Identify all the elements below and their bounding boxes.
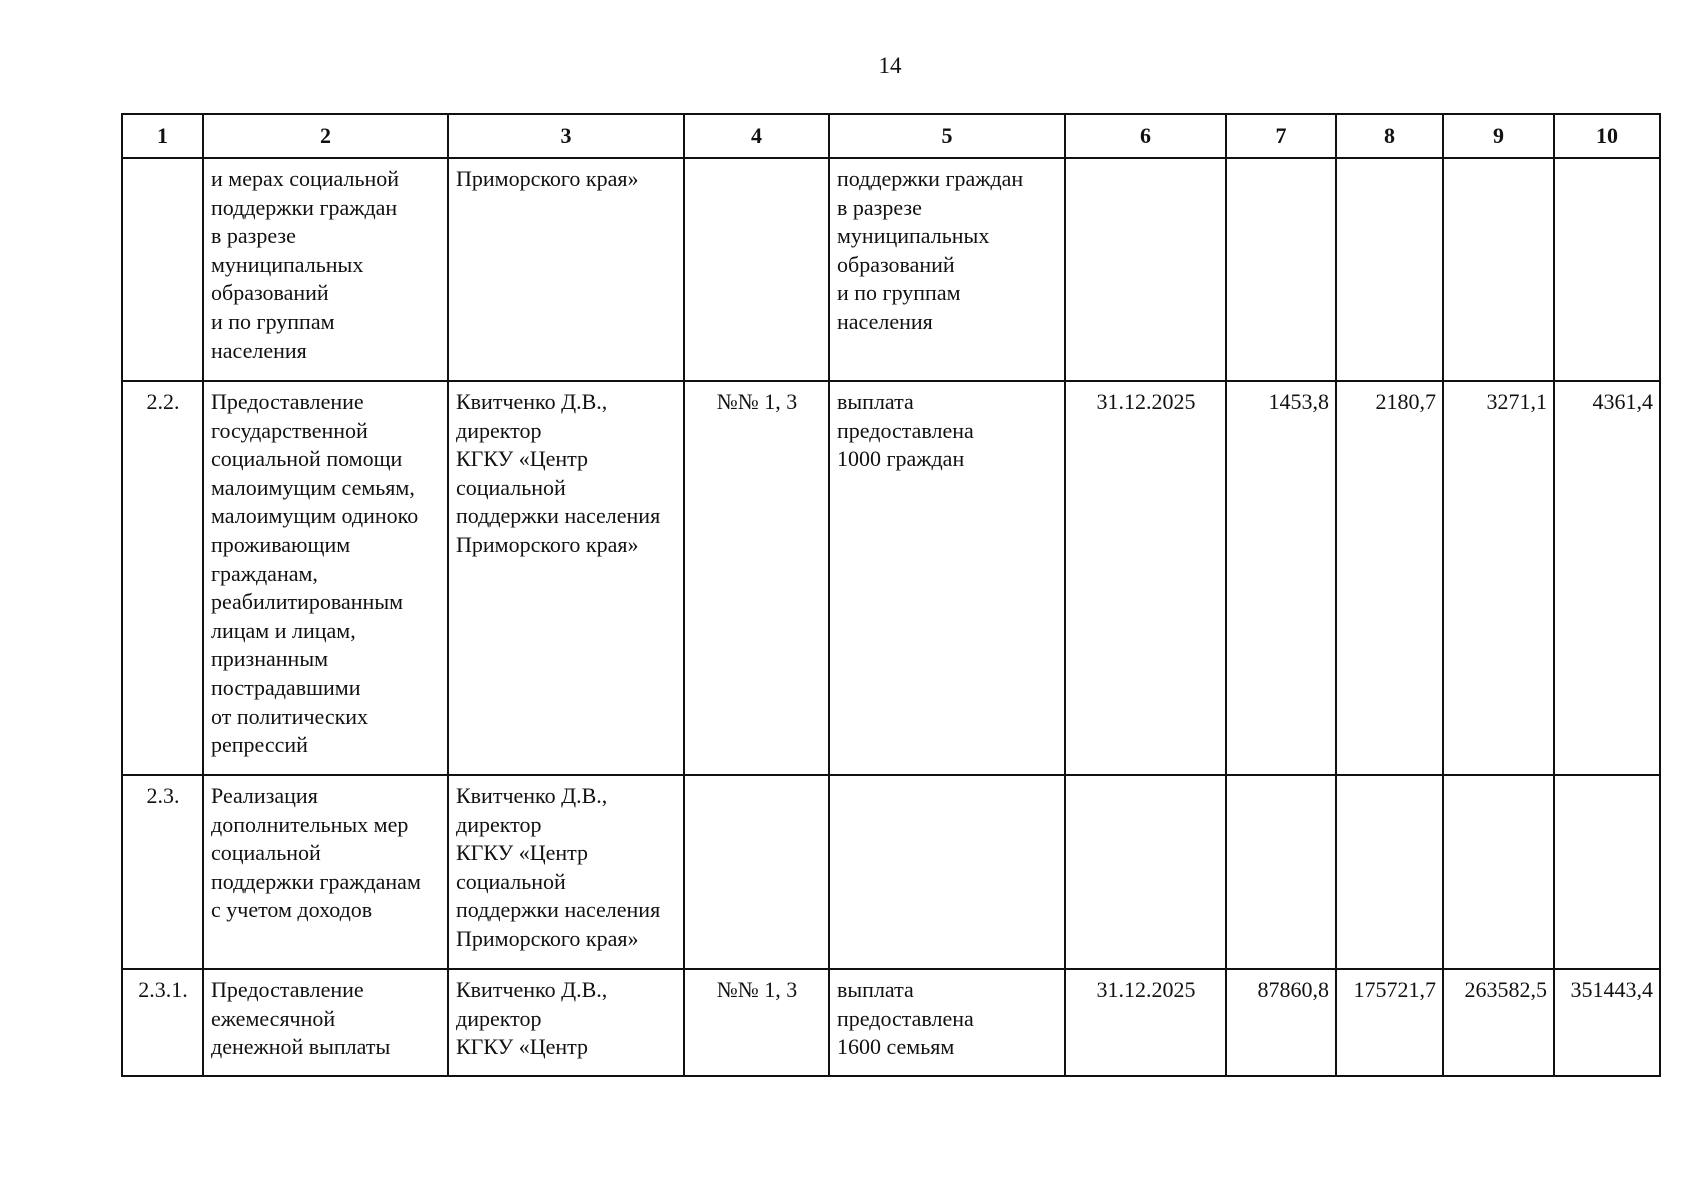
column-header-5: 5: [829, 114, 1065, 158]
column-header-4: 4: [684, 114, 829, 158]
table-header-row: [122, 114, 1660, 158]
value-col-8: 2180,7: [1336, 381, 1443, 775]
deadline: 31.12.2025: [1065, 969, 1226, 1076]
value-col-9: 263582,5: [1443, 969, 1554, 1076]
measures-table: [121, 113, 1661, 1077]
value-col-8: 175721,7: [1336, 969, 1443, 1076]
value-col-10: [1554, 775, 1660, 969]
value-col-7: 1453,8: [1226, 381, 1336, 775]
responsible-person: Квитченко Д.В., директор КГКУ «Центр социальной поддержки населения Приморского края»: [448, 775, 684, 969]
column-header-10: 10: [1554, 114, 1660, 158]
column-header-9: 9: [1443, 114, 1554, 158]
responsible-person: Квитченко Д.В., директор КГКУ «Центр: [448, 969, 684, 1076]
responsible-person: Квитченко Д.В., директор КГКУ «Центр социальной поддержки населения Приморского края»: [448, 381, 684, 775]
value-col-9: [1443, 158, 1554, 381]
value-col-7: [1226, 775, 1336, 969]
expected-result: поддержки граждан в разрезе муниципальных образований и по группам населения: [829, 158, 1065, 381]
indicator-numbers: №№ 1, 3: [684, 381, 829, 775]
deadline: [1065, 775, 1226, 969]
column-header-3: 3: [448, 114, 684, 158]
value-col-8: [1336, 158, 1443, 381]
table-row: [122, 969, 1660, 1076]
table-row: [122, 775, 1660, 969]
column-header-1: 1: [122, 114, 203, 158]
responsible-person: Приморского края»: [448, 158, 684, 381]
value-col-9: [1443, 775, 1554, 969]
expected-result: выплата предоставлена 1600 семьям: [829, 969, 1065, 1076]
indicator-numbers: №№ 1, 3: [684, 969, 829, 1076]
column-header-7: 7: [1226, 114, 1336, 158]
expected-result: [829, 775, 1065, 969]
value-col-10: 351443,4: [1554, 969, 1660, 1076]
column-header-2: 2: [203, 114, 448, 158]
indicator-numbers: [684, 158, 829, 381]
indicator-numbers: [684, 775, 829, 969]
value-col-10: 4361,4: [1554, 381, 1660, 775]
deadline: 31.12.2025: [1065, 381, 1226, 775]
value-col-7: [1226, 158, 1336, 381]
row-number: [122, 158, 203, 381]
column-header-8: 8: [1336, 114, 1443, 158]
row-number: 2.3.1.: [122, 969, 203, 1076]
column-header-6: 6: [1065, 114, 1226, 158]
expected-result: выплата предоставлена 1000 граждан: [829, 381, 1065, 775]
value-col-9: 3271,1: [1443, 381, 1554, 775]
measure-name: Предоставление ежемесячной денежной выплаты: [203, 969, 448, 1076]
measure-name: Реализация дополнительных мер социальной поддержки гражданам с учетом доходов: [203, 775, 448, 969]
row-number: 2.3.: [122, 775, 203, 969]
deadline: [1065, 158, 1226, 381]
value-col-8: [1336, 775, 1443, 969]
table-row: [122, 381, 1660, 775]
measure-name: Предоставление государственной социальной помощи малоимущим семьям, малоимущим одиноко проживающим гражданам, реабилитированным лицам и лицам, признанным пострадавшими от политических репрессий: [203, 381, 448, 775]
table-row: [122, 158, 1660, 381]
value-col-10: [1554, 158, 1660, 381]
value-col-7: 87860,8: [1226, 969, 1336, 1076]
row-number: 2.2.: [122, 381, 203, 775]
page-number: 14: [878, 53, 902, 78]
measure-name: и мерах социальной поддержки граждан в разрезе муниципальных образований и по группам населения: [203, 158, 448, 381]
